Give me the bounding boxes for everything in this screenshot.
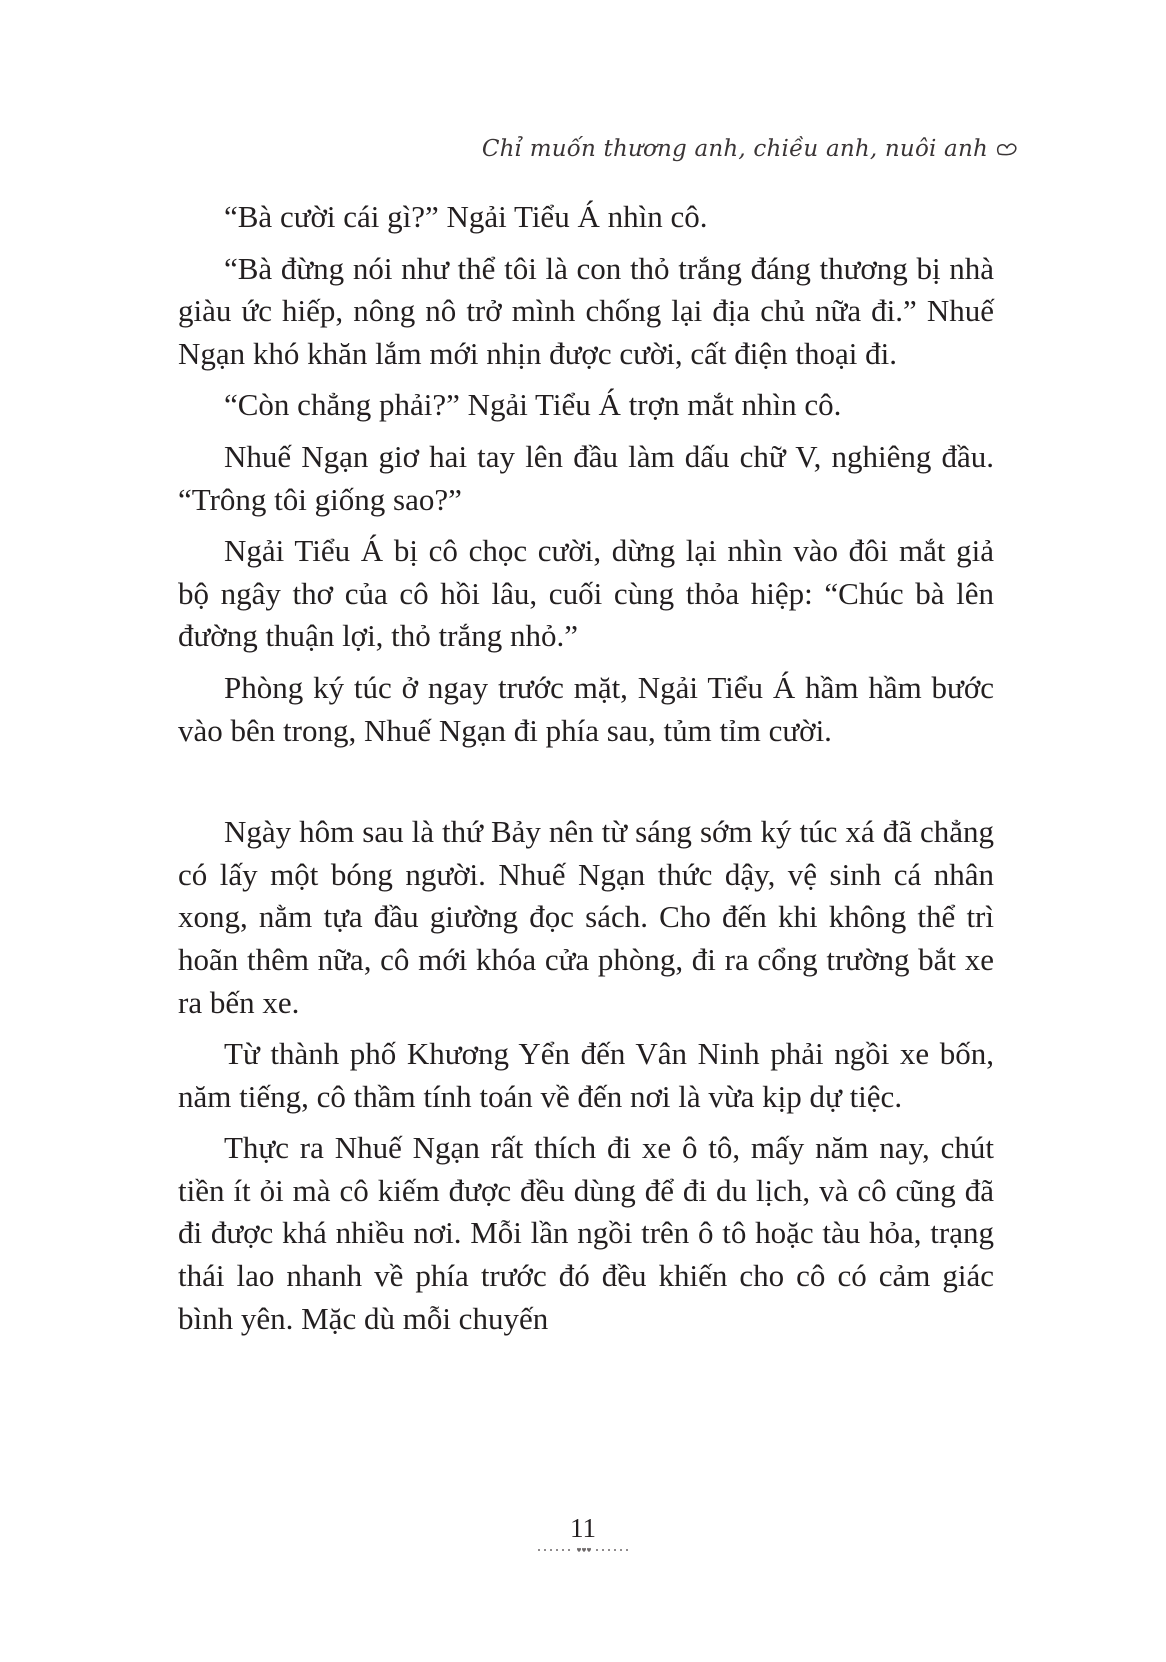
paragraph: Ngày hôm sau là thứ Bảy nên từ sáng sớm ký túc xá đã chẳng có lấy một bóng người. Nhuế Ngạn thức dậy, vệ sinh cá nhân xong, nằm tựa đầu giường đọc sách. Cho đến khi không thể trì hoãn thêm nữa, cô mới khóa cửa phòng, đi ra cổng trường bắt xe ra bến xe. xyxy=(178,814,994,1020)
heart-outline-icon xyxy=(996,140,1018,158)
paragraph: “Bà đừng nói như thể tôi là con thỏ trắng đáng thương bị nhà giàu ức hiếp, nông nô trở mình chống lại địa chủ nữa đi.” Nhuế Ngạn khó khăn lắm mới nhịn được cười, cất điện thoại đi. xyxy=(178,250,994,371)
page-footer xyxy=(0,1513,1166,1555)
paragraph: Thực ra Nhuế Ngạn rất thích đi xe ô tô, mấy năm nay, chút tiền ít ỏi mà cô kiếm được đều dùng để đi du lịch, và cô cũng đã đi được khá nhiều nơi. Mỗi lần ngồi trên ô tô hoặc tàu hỏa, trạng thái lao nhanh về phía trước đó đều khiến cho cô có cảm giác bình yên. Mặc dù mỗi chuyến xyxy=(178,1130,994,1336)
paragraph: Ngải Tiểu Á bị cô chọc cười, dừng lại nhìn vào đôi mắt giả bộ ngây thơ của cô hồi lâu, cuối cùng thỏa hiệp: “Chúc bà lên đường thuận lợi, thỏ trắng nhỏ.” xyxy=(178,533,994,654)
page-number: 11 xyxy=(570,1513,596,1543)
paragraph: Phòng ký túc ở ngay trước mặt, Ngải Tiểu Á hầm hầm bước vào bên trong, Nhuế Ngạn đi phía sau, tủm tỉm cười. xyxy=(178,669,994,748)
running-header-title: Chỉ muốn thương anh, chiều anh, nuôi anh xyxy=(481,136,988,162)
paragraph: Nhuế Ngạn giơ hai tay lên đầu làm dấu chữ V, nghiêng đầu. “Trông tôi giống sao?” xyxy=(178,438,994,517)
paragraph: “Còn chẳng phải?” Ngải Tiểu Á trợn mắt nhìn cô. xyxy=(224,387,842,423)
dotted-heart-ornament-icon xyxy=(533,1545,633,1555)
running-header xyxy=(482,136,1018,162)
body-text xyxy=(178,196,994,1349)
paragraph: “Bà cười cái gì?” Ngải Tiểu Á nhìn cô. xyxy=(224,199,708,234)
paragraph: Từ thành phố Khương Yển đến Vân Ninh phải ngồi xe bốn, năm tiếng, cô thầm tính toán về đến nơi là vừa kịp dự tiệc. xyxy=(178,1036,994,1114)
